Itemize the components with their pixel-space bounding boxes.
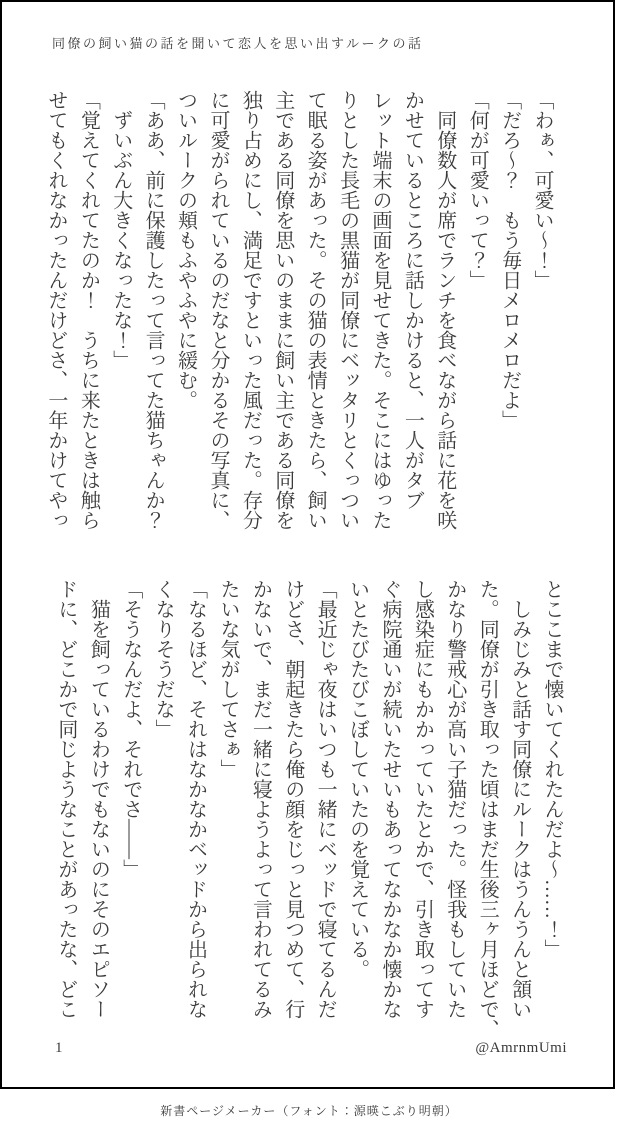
text-line: とここまで懐いてくれたんだよ〜……！」 xyxy=(541,579,563,959)
text-line: 独り占めにし、満足ですといった風だった。存分 xyxy=(239,90,262,530)
text-line: 「だろ〜？ もう毎日メロメロだよ」 xyxy=(498,90,521,430)
text-line: レット端末の画面を見せてきた。そこにはゆった xyxy=(368,90,391,530)
text-line: かないで、まだ一緒に寝ようよって言われてるみ xyxy=(249,579,272,1019)
page-number: 1 xyxy=(55,1040,63,1056)
text-line: 「最近じゃ夜はいつも一緒にベッドで寝てるんだ xyxy=(314,579,337,1019)
text-line: 「何が可愛いって？」 xyxy=(466,90,489,290)
text-line: 「覚えてくれてたのか！ うちに来たときは触ら xyxy=(77,90,100,530)
text-block-bottom xyxy=(50,579,569,1045)
text-line: ついルークの頬もふやふやに緩む。 xyxy=(174,90,197,410)
text-line: たいな気がしてさぁ」 xyxy=(216,579,239,779)
text-line: 猫を飼っているわけでもないのにそのエピソー xyxy=(87,579,110,1019)
text-line: りとした長毛の黒猫が同僚にベッタリとくっつい xyxy=(336,90,359,530)
author-handle: @AmrnmUmi xyxy=(475,1040,567,1056)
generator-credit: 新書ページメーカー（フォント：源暎こぶり明朝） xyxy=(160,1104,458,1118)
text-line: いとたびたびこぼしていたのを覚えている。 xyxy=(346,579,369,979)
text-line: しみじみと話す同僚にルークはうんうんと頷い xyxy=(508,579,531,1019)
text-line: 「ああ、前に保護したって言ってた猫ちゃんか？ xyxy=(142,90,165,530)
text-line: し感染症にもかかっていたとかで、引き取ってす xyxy=(411,579,434,1019)
text-line: くなりそうだな」 xyxy=(152,579,175,739)
text-line: ぐ病院通いが続いたせいもあってなかなか懐かな xyxy=(378,579,401,1019)
text-line: 「そうなんだよ、それでさ――」 xyxy=(119,579,142,879)
text-line: ずいぶん大きくなったな！」 xyxy=(109,90,132,370)
story-title: 同僚の飼い猫の話を聞いて恋人を思い出すルークの話 xyxy=(52,36,424,51)
text-line: ドに、どこかで同じようなことがあったな、どこ xyxy=(54,579,77,1019)
text-line: かせているところに話しかけると、一人がタブ xyxy=(401,90,424,510)
text-line: かなり警戒心が高い子猫だった。怪我もしていた xyxy=(443,579,466,1019)
text-line: 同僚数人が席でランチを食べながら話に花を咲 xyxy=(433,90,456,530)
text-line: 「なるほど、それはなかなかベッドから出られな xyxy=(184,579,207,1019)
text-block-top xyxy=(40,90,559,556)
text-line: に可愛がられているのだなと分かるその写真に、 xyxy=(206,90,229,530)
text-line: た。同僚が引き取った頃はまだ生後三ヶ月ほどで、 xyxy=(476,579,499,1039)
text-line: けどさ、朝起きたら俺の顔をじっと見つめて、行 xyxy=(281,579,304,1019)
text-line: て眠る姿があった。その猫の表情ときたら、飼い xyxy=(304,90,327,530)
text-line: 「わぁ、可愛い〜！」 xyxy=(531,90,553,290)
text-line: 主である同僚を思いのままに飼い主である同僚を xyxy=(271,90,294,530)
text-line: せてもくれなかったんだけどさ、一年かけてやっ xyxy=(44,90,67,530)
